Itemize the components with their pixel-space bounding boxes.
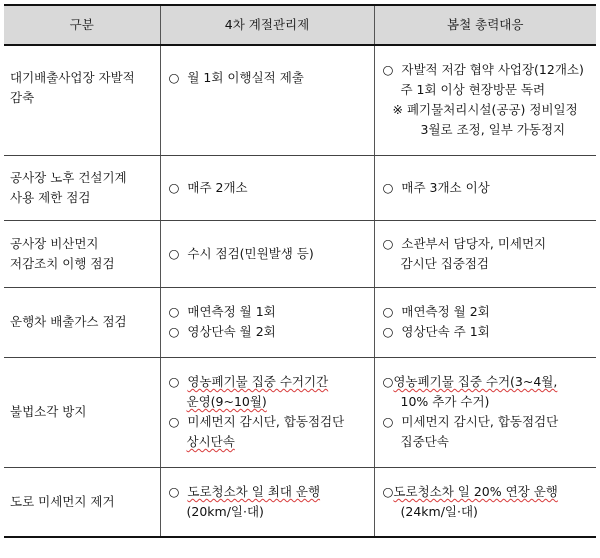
table-row [4, 357, 596, 467]
policy-comparison-table [4, 4, 596, 538]
row-category [4, 287, 160, 357]
category-line: 공사장 비산먼지 [10, 235, 99, 251]
spring-note: ※ 폐기물처리시설(공공) 정비일정 3월로 조정, 일부 가동정지 [383, 100, 591, 140]
season4-item: ○ 도로청소차 일 최대 운행 [168, 483, 321, 499]
category-line: 대기배출사업장 자발적 [10, 70, 135, 85]
row-category [4, 45, 160, 155]
spring-cell [374, 155, 596, 220]
table-row [4, 287, 596, 357]
season4-item-continued: 운영(9~10월) [186, 394, 267, 409]
season4-cell [160, 467, 374, 537]
season4-cell [160, 357, 374, 467]
spring-item-continued: 10% 추가 수거) [400, 394, 490, 409]
season4-item: ○ 미세먼지 감시단, 합동점검단 [168, 414, 345, 429]
season4-item: ○ 수시 점검(민원발생 등) [168, 245, 314, 261]
spring-item-continued: 집중단속 [400, 434, 449, 449]
spring-item-continued: 감시단 집중점검 [400, 255, 489, 271]
category-line: 감축 [10, 90, 35, 105]
season4-item: ○ 매주 2개소 [168, 179, 248, 195]
spring-item: ○영농폐기물 집중 수거(3~4월, [382, 374, 558, 389]
category-line: 저감조치 이행 점검 [10, 255, 115, 271]
season4-item: ○ 영상단속 월 2회 [168, 324, 276, 339]
season4-cell [160, 220, 374, 287]
spring-item-continued: 주 1회 이상 현장방문 독려 [400, 82, 546, 97]
category-line: 불법소각 방지 [10, 404, 87, 419]
spring-item: ○도로청소차 일 20% 연장 운행 [382, 483, 558, 499]
season4-item-continued: (20km/일·대) [186, 503, 264, 519]
row-category [4, 467, 160, 537]
table-header-row [4, 5, 596, 45]
row-category [4, 155, 160, 220]
category-line: 도로 미세먼지 제거 [10, 493, 115, 509]
season4-item: ○ 매연측정 월 1회 [168, 304, 276, 319]
header-spring: 봄철 총력대응 [374, 5, 596, 45]
spring-cell [374, 220, 596, 287]
table-row [4, 155, 596, 220]
spring-item: ○ 매연측정 월 2회 [382, 304, 490, 319]
season4-item: ○ 영농폐기물 집중 수거기간 [168, 374, 329, 389]
row-category [4, 357, 160, 467]
spring-item: ○ 자발적 저감 협약 사업장(12개소) [382, 62, 584, 77]
spring-item: ○ 미세먼지 감시단, 합동점검단 [382, 414, 559, 429]
spring-item: ○ 매주 3개소 이상 [382, 179, 490, 195]
spring-cell [374, 287, 596, 357]
spring-cell [374, 357, 596, 467]
row-category [4, 220, 160, 287]
spring-cell [374, 45, 596, 155]
category-line: 운행차 배출가스 점검 [10, 314, 127, 329]
table-row [4, 45, 596, 155]
spring-note-continued: 3월로 조정, 일부 가동정지 [420, 122, 566, 137]
spring-cell [374, 467, 596, 537]
season4-item-continued: 상시단속 [186, 434, 235, 449]
spring-item: ○ 영상단속 주 1회 [382, 324, 490, 339]
category-line: 공사장 노후 건설기계 [10, 169, 127, 185]
category-line: 사용 제한 점검 [10, 189, 91, 205]
season4-cell [160, 45, 374, 155]
season4-cell [160, 155, 374, 220]
header-season4: 4차 계절관리제 [160, 5, 374, 45]
table-row [4, 467, 596, 537]
season4-cell [160, 287, 374, 357]
header-category: 구분 [4, 5, 160, 45]
spring-item: ○ 소관부서 담당자, 미세먼지 [382, 235, 547, 251]
season4-item: ○ 월 1회 이행실적 제출 [168, 70, 304, 85]
table-row [4, 220, 596, 287]
spring-item-continued: (24km/일·대) [400, 503, 478, 519]
